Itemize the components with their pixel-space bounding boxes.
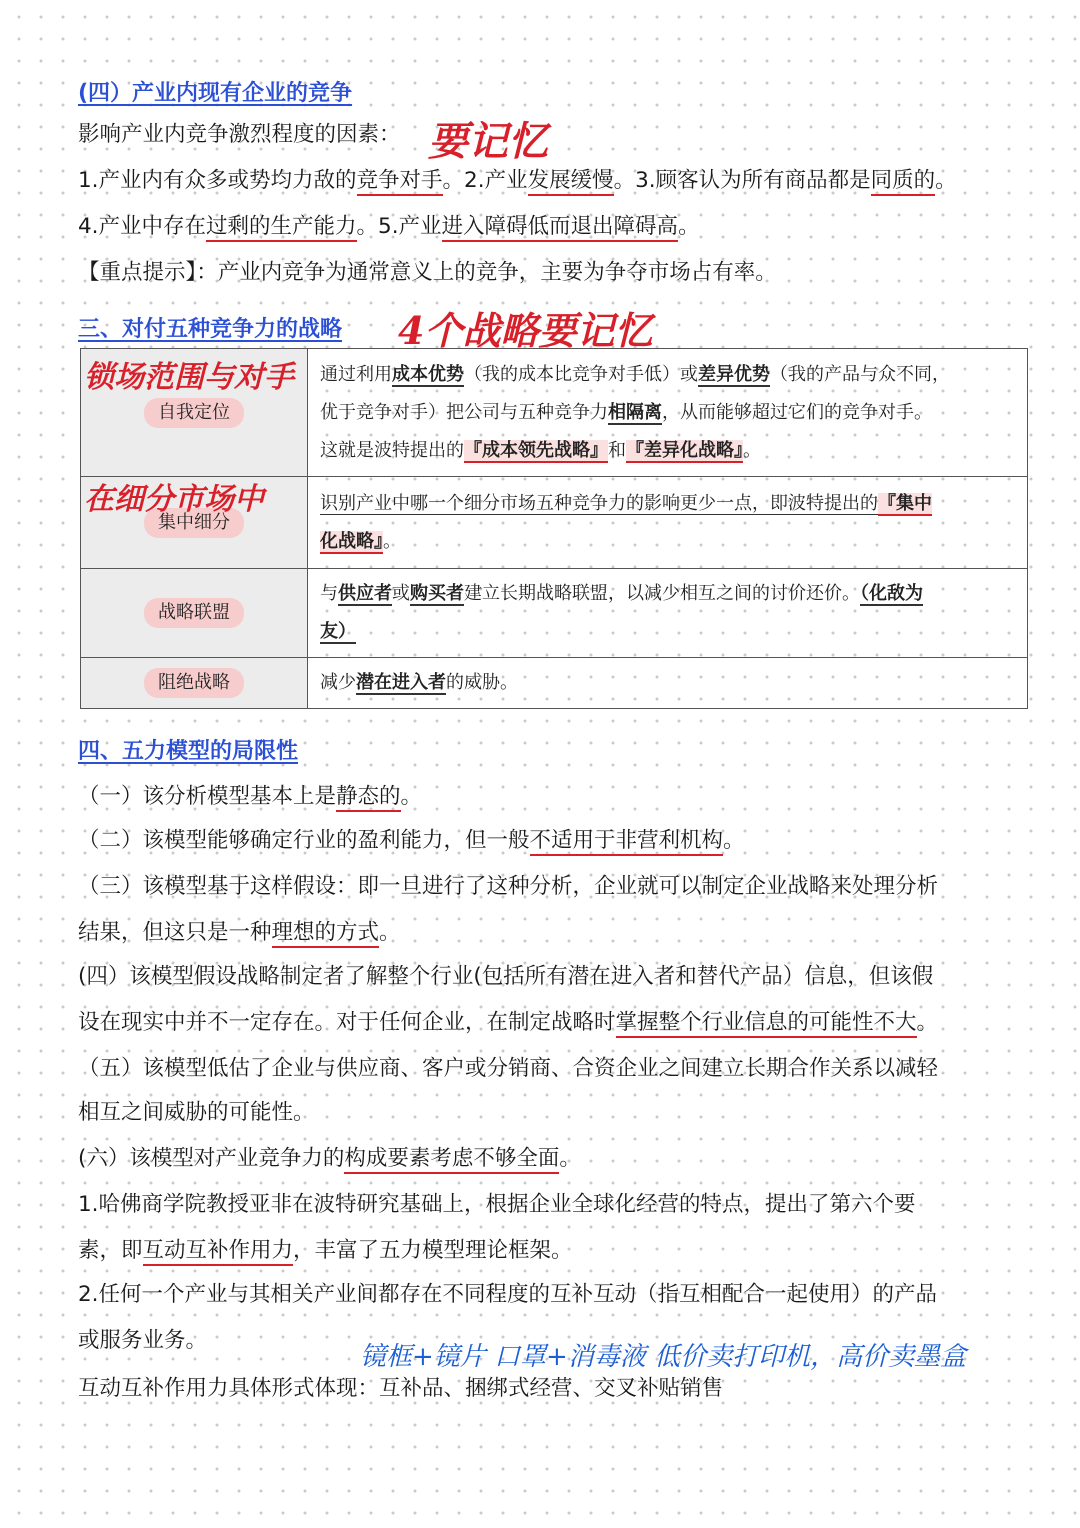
text-span: 过剩的生产能力 <box>206 214 357 242</box>
text-span: 。2.产业 <box>442 168 528 193</box>
text-span: 结果，但这只是一种 <box>78 920 272 945</box>
text-span: 发展缓慢 <box>528 168 614 196</box>
text-span: 不适用于非营利机构 <box>530 828 724 856</box>
text-span: 的威胁。 <box>446 672 518 693</box>
text-span: 。 <box>678 214 700 239</box>
table-row <box>81 569 1028 658</box>
limitation-6-point-2-line-a: 2.任何一个产业与其相关产业间都存在不同程度的互补互动（指互相配合一起使用）的产品 <box>78 1282 938 1307</box>
limitation-4-line-a: (四）该模型假设战略制定者了解整个行业(包括所有潜在进入者和替代产品）信息，但该假 <box>78 964 934 989</box>
text-span: 1.产业内有众多或势均力敌的 <box>78 168 357 193</box>
text-span: 『差异化战略』 <box>626 439 743 461</box>
text-span: 理想的方式 <box>272 920 380 948</box>
limitation-1 <box>78 782 422 812</box>
text-span: 进入障碍低而退出障碍高 <box>442 214 679 242</box>
strategy-key-cell <box>81 658 308 709</box>
text-span: 。 <box>935 168 957 193</box>
text-span: 潜在进入者 <box>356 672 446 693</box>
text-span: 或 <box>392 583 410 604</box>
text-span: 与 <box>320 583 338 604</box>
text-span: （二）该模型能够确定行业的盈利能力，但一般 <box>78 828 530 853</box>
text-span: 。 <box>379 920 401 945</box>
text-span: 通过利用 <box>320 363 392 385</box>
strategy-desc-cell <box>308 349 1028 477</box>
text-span: （我的成本比竞争对手低）或 <box>464 363 698 385</box>
text-span: ，丰富了五力模型理论框架。 <box>293 1238 573 1263</box>
factor-line-2 <box>78 212 700 242</box>
strategy-key-blocking: 阻绝战略 <box>144 668 244 698</box>
strategy-key-cell <box>81 569 308 658</box>
text-span: 这就是波特提出的 <box>320 439 464 461</box>
limitation-4-line-b <box>78 1008 938 1038</box>
limitation-6-point-1-line-a: 1.哈佛商学院教授亚非在波特研究基础上，根据企业全球化经营的特点，提出了第六个要 <box>78 1192 916 1217</box>
handwritten-note-memorize: 要记忆 <box>428 118 548 165</box>
text-span: 4.产业中存在 <box>78 214 207 239</box>
text-span: 构成要素考虑不够全面 <box>344 1146 559 1174</box>
handwritten-note-four-strategies: 4个战略要记忆 <box>398 308 653 353</box>
text-span: 。 <box>559 1146 581 1171</box>
text-span: 『集中 <box>878 492 932 514</box>
limitation-3-line-a: （三）该模型基于这样假设：即一旦进行了这种分析，企业就可以制定企业战略来处理分析 <box>78 874 939 899</box>
handwritten-note-segment: 在细分市场中 <box>84 482 264 517</box>
strategy-key-alliance: 战略联盟 <box>144 598 244 628</box>
section-heading-competition: (四）产业内现有企业的竞争 <box>78 81 353 106</box>
text-span: 和 <box>608 439 626 461</box>
text-span: 供应者 <box>338 583 392 604</box>
text-span: 设在现实中并不一定存在。对于任何企业，在制定战略时 <box>78 1010 616 1035</box>
text-span: 静态的 <box>336 784 401 812</box>
text-span: 相隔离 <box>608 401 662 423</box>
text-span: 化战略』 <box>320 530 383 552</box>
section-heading-strategies: 三、对付五种竞争力的战略 <box>78 317 343 342</box>
text-span: 。 <box>383 530 401 552</box>
strategy-desc-cell <box>308 477 1028 569</box>
strategy-desc-cell <box>308 569 1028 658</box>
text-span: （一）该分析模型基本上是 <box>78 784 337 809</box>
factors-label: 影响产业内竞争激烈程度的因素： <box>78 122 401 147</box>
text-span: 互动互补作用力 <box>143 1238 294 1266</box>
handwritten-note-scope: 锁场范围与对手 <box>84 360 294 395</box>
limitation-6-point-1-line-b <box>78 1236 573 1266</box>
text-span: 掌握整个行业信息的可能性不大 <box>616 1010 917 1038</box>
text-span: 。 <box>400 784 423 809</box>
handwritten-note-examples: 镜框+镜片 口罩+消毒液 低价卖打印机，高价卖墨盒 <box>360 1342 967 1372</box>
key-tip: 【重点提示】：产业内竞争为通常意义上的竞争，主要为争夺市场占有率。 <box>78 260 777 285</box>
limitation-3-line-b <box>78 918 401 948</box>
limitation-2 <box>78 826 745 856</box>
text-span: 识别产业中哪一个细分市场五种竞争力的影响更少一点，即波特提出的 <box>320 492 878 514</box>
text-span: 同质的 <box>871 168 936 196</box>
text-span: 。 <box>723 828 745 853</box>
text-span: （化敌为 <box>860 583 923 604</box>
text-span: 友） <box>320 621 356 642</box>
text-span: 。5.产业 <box>356 214 442 239</box>
text-span: 减少 <box>320 672 356 693</box>
strategy-key-self-positioning: 自我定位 <box>144 398 244 428</box>
limitation-5-line-a: （五）该模型低估了企业与供应商、客户或分销商、合资企业之间建立长期合作关系以减轻 <box>78 1056 939 1081</box>
text-span: 购买者 <box>410 583 464 604</box>
limitation-6 <box>78 1144 581 1174</box>
factor-line-1 <box>78 166 957 196</box>
strategy-key-focus: 集中细分 <box>144 508 244 538</box>
text-span: 。 <box>743 439 761 461</box>
text-span: （我的产品与众不同， <box>770 363 950 385</box>
limitation-6-point-2-line-b: 或服务业务。 <box>78 1328 208 1353</box>
text-span: 竞争对手 <box>357 168 443 196</box>
complement-forms: 互动互补作用力具体形式体现：互补品、捆绑式经营、交叉补贴销售 <box>78 1376 724 1401</box>
text-span: 『成本领先战略』 <box>464 439 608 461</box>
text-span: 差异优势 <box>698 363 770 385</box>
text-span: 。3.顾客认为所有商品都是 <box>613 168 871 193</box>
strategy-table <box>80 348 1028 709</box>
text-span: 。 <box>916 1010 939 1035</box>
text-span: 优于竞争对手）把公司与五种竞争力 <box>320 401 608 423</box>
text-span: 建立长期战略联盟，以减少相互之间的讨价还价。 <box>464 583 860 604</box>
text-span: 素，即 <box>78 1238 143 1263</box>
text-span: (六）该模型对产业竞争力的 <box>78 1146 345 1171</box>
text-span: ，从而能够超过它们的竞争对手。 <box>662 401 932 423</box>
table-row <box>81 658 1028 709</box>
section-heading-limitations: 四、五力模型的局限性 <box>78 739 299 764</box>
limitation-5-line-b: 相互之间威胁的可能性。 <box>78 1100 315 1125</box>
text-span: 成本优势 <box>392 363 464 385</box>
strategy-desc-cell <box>308 658 1028 709</box>
